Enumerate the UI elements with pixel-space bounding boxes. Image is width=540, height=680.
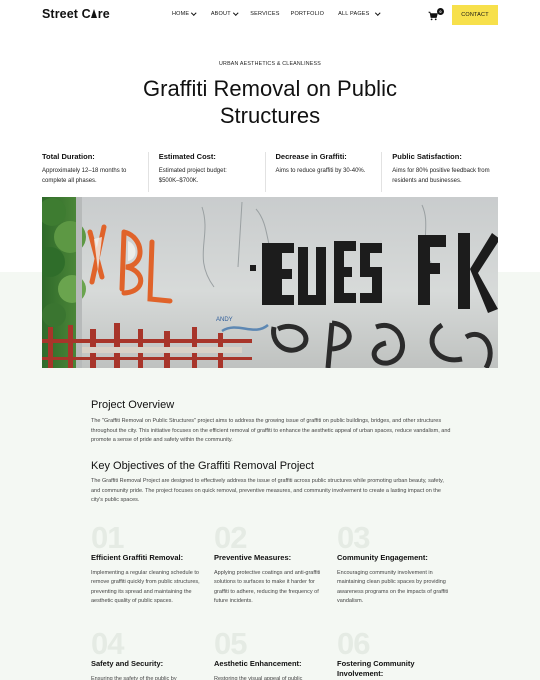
stat-value: Estimated project budget: $500K–$700K. <box>158 168 227 184</box>
stat-value: Approximately 12–18 months to complete all phases. <box>42 168 127 184</box>
nav-all-pages-label: ALL PAGES <box>338 11 370 17</box>
objective-title: Aesthetic Enhancement: <box>214 659 302 668</box>
nav-services[interactable] <box>250 11 279 17</box>
stat-value: Aims to reduce graffiti by 30-40%. <box>275 168 366 174</box>
objective-text: Ensuring the safety of the public by <box>91 675 177 680</box>
objective-card <box>337 626 452 680</box>
stat-label: Estimated Cost: <box>158 152 216 161</box>
stat-label: Total Duration: <box>42 152 95 161</box>
objective-title: Efficient Graffiti Removal: <box>91 553 184 562</box>
objective-number: 06 <box>337 626 370 661</box>
objectives-text: The Graffiti Removal Project are designed to effectively address the issue of graffiti across public structures while promoting urban beauty, safety, and community pride. The project focuses on quick removal, preventive measures, and community involvement to create a lasting impact on the city's public spaces. <box>91 478 444 503</box>
objective-card <box>337 520 452 607</box>
stat-label: Public Satisfaction: <box>392 152 462 161</box>
cart-count-badge: 0 <box>437 8 444 15</box>
page-eyebrow: URBAN AESTHETICS & CLEANLINESS <box>219 61 321 67</box>
objective-text: Restoring the visual appeal of public <box>214 675 303 680</box>
objective-number: 05 <box>214 626 247 661</box>
nav-all-pages[interactable] <box>338 11 379 17</box>
objective-title: Safety and Security: <box>91 659 164 668</box>
objective-card <box>91 520 206 607</box>
stat-label: Decrease in Graffiti: <box>275 152 347 161</box>
graffiti-wall-illustration <box>42 197 498 368</box>
graffiti-small-tag: ANDY <box>216 317 233 323</box>
objective-text: Implementing a regular cleaning schedule to remove graffiti quickly from public structures, preventing its spread and maintaining the aesthetic quality of public spaces. <box>91 569 200 604</box>
overview-text: The "Graffiti Removal on Public Structures" project aims to address the growing issue of graffiti on public buildings, bridges, and other structures throughout the city. This initiative focuses on the efficient removal of graffiti to enhance the aesthetic appeal of urban spaces, reduce vandalism, and promote a sense of pride and safety within the community. <box>91 418 451 443</box>
overview-title: Project Overview <box>91 399 175 411</box>
traffic-cone-icon <box>91 9 97 18</box>
objective-number: 03 <box>337 520 370 555</box>
objectives-title: Key Objectives of the Graffiti Removal Project <box>91 460 314 472</box>
objective-number: 04 <box>91 626 124 661</box>
nav-about[interactable] <box>211 11 237 17</box>
stat-duration <box>42 152 148 192</box>
nav-about-label: ABOUT <box>210 11 231 17</box>
stat-cost <box>148 152 265 192</box>
stat-graffiti-decrease <box>265 152 382 192</box>
nav-home[interactable] <box>172 11 196 17</box>
nav-portfolio-label: PORTFOLIO <box>290 11 325 17</box>
objective-card <box>91 626 206 680</box>
objective-title: Community Engagement: <box>337 553 428 562</box>
logo-text-end: re <box>97 7 110 21</box>
logo-text-start: Street C <box>42 7 91 21</box>
nav-home-label: HOME <box>172 11 190 17</box>
objective-text: Encouraging community involvement in maintaining clean public spaces by providing awareness programs on the impacts of graffiti vandalism. <box>337 569 449 604</box>
nav-services-label: SERVICES <box>250 11 280 17</box>
site-header <box>0 0 540 30</box>
nav-portfolio[interactable] <box>291 11 324 17</box>
objective-text: Applying protective coatings and anti-graffiti solutions to surfaces to make it harder for graffiti to adhere, reducing the frequency of future incidents. <box>214 569 321 604</box>
objective-number: 01 <box>91 520 124 555</box>
graffiti-wall-photo <box>42 197 498 368</box>
page-title: Graffiti Removal on Public Structures <box>143 76 397 128</box>
chevron-down-icon <box>192 10 197 15</box>
objective-card <box>214 626 329 680</box>
stat-value: Aims for 80% positive feedback from residents and businesses. <box>392 168 490 184</box>
objective-number: 02 <box>214 520 247 555</box>
stat-public-satisfaction <box>381 152 498 192</box>
chevron-down-icon <box>233 10 238 15</box>
project-stats <box>42 152 498 192</box>
chevron-down-icon <box>375 10 380 15</box>
main-nav <box>172 11 379 17</box>
objective-card <box>214 520 329 607</box>
objective-title: Preventive Measures: <box>214 553 292 562</box>
objective-title: Fostering Community Involvement: <box>337 659 415 678</box>
contact-button[interactable]: CONTACT <box>452 5 498 25</box>
site-logo[interactable] <box>42 7 110 21</box>
